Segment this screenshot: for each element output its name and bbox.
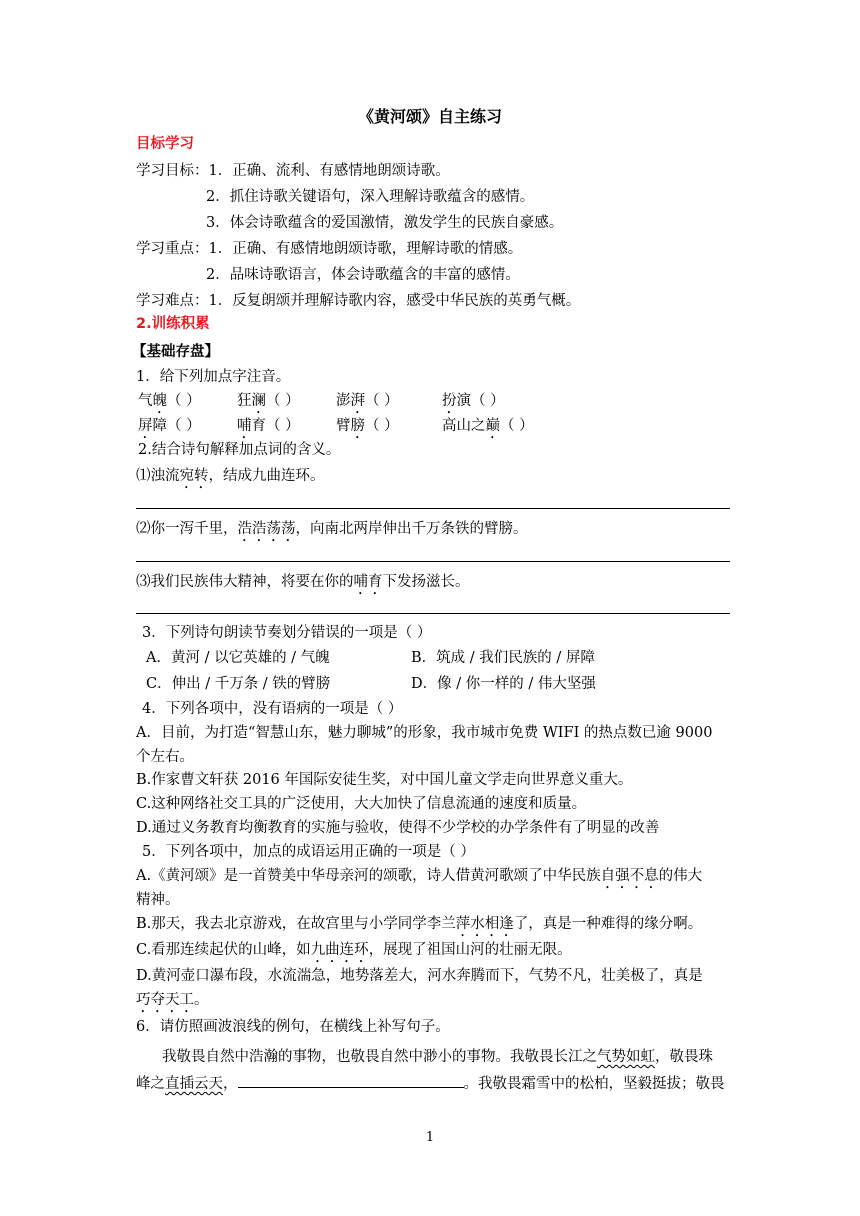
wavy-example: 直插云天 (165, 1076, 223, 1092)
basics-heading: 【基础存盘】 (132, 344, 219, 360)
focus-item: 1．正确、有感情地朗颂诗歌，理解诗歌的情感。 (208, 241, 523, 257)
answer-line[interactable] (136, 613, 730, 614)
q1-stem: 1．给下列加点字注音。 (136, 369, 291, 385)
q1-item: 屏障（ ） (138, 418, 201, 434)
q2-sentence-2: ⑵你一泻千里，浩浩荡荡，向南北两岸伸出千万条铁的臂膀。 (136, 521, 528, 537)
q5-option-b: B.那天，我去北京游戏，在故宫里与小学同学李兰萍水相逢了，真是一种难得的缘分啊。 (136, 916, 703, 932)
difficulty-label: 学习难点： (136, 293, 209, 309)
q3-stem: 3．下列诗句朗读节奏划分错误的一项是（ ） (142, 625, 432, 641)
goal-item: 1．正确、流利、有感情地朗颂诗歌。 (208, 163, 450, 179)
goal-line-3: 3．体会诗歌蕴含的爱国激情，激发学生的民族自豪感。 (206, 215, 564, 231)
document-title: 《黄河颂》自主练习 (357, 107, 502, 126)
q1-item: 气魄（ ） (138, 393, 201, 409)
goal-line-2: 2．抓住诗歌关键语句，深入理解诗歌蕴含的感情。 (206, 189, 535, 205)
q5-option-d-cont: 巧夺天工。 (136, 992, 209, 1008)
q6-paragraph-line-2: 峰之直插云天， 。我敬畏霜雪中的松柏，坚毅挺拔；敬畏 (136, 1073, 725, 1094)
wavy-example: 气势如虹 (597, 1049, 655, 1065)
q4-option-d: D.通过义务教育均衡教育的实施与验收，使得不少学校的办学条件有了明显的改善 (136, 820, 660, 836)
q1-item: 狂澜（ ） (237, 393, 300, 409)
q1-item: 高山之巅（ ） (442, 418, 534, 434)
q3-option-c: C．伸出 / 千万条 / 铁的臂膀 (146, 676, 331, 692)
focus-line-2: 2．品味诗歌语言，体会诗歌蕴含的丰富的感情。 (206, 267, 520, 283)
focus-line-1 (136, 239, 522, 259)
q1-item: 澎湃（ ） (336, 393, 399, 409)
q5-option-c: C.看那连续起伏的山峰，如九曲连环，展现了祖国山河的壮丽无限。 (136, 942, 572, 958)
goal-label: 学习目标： (136, 163, 209, 179)
q5-option-d: D.黄河壶口瀑布段，水流湍急，地势落差大，河水奔腾而下，气势不凡，壮美极了，真是 (136, 968, 703, 984)
q4-option-b: B.作家曹文轩获 2016 年国际安徒生奖，对中国儿童文学走向世界意义重大。 (136, 772, 633, 788)
answer-line[interactable] (136, 508, 730, 509)
q6-paragraph-line-1: 我敬畏自然中浩瀚的事物，也敬畏自然中渺小的事物。我敬畏长江之气势如虹，敬畏珠 (162, 1049, 713, 1065)
section-heading-train: 2.训练积累 (136, 316, 210, 332)
q3-option-a: A．黄河 / 以它英雄的 / 气魄 (146, 650, 330, 666)
q3-option-d: D．像 / 你一样的 / 伟大坚强 (411, 676, 596, 692)
q4-stem: 4．下列各项中，没有语病的一项是（ ） (142, 701, 403, 717)
page-number: 1 (425, 1130, 435, 1145)
q1-item: 扮演（ ） (442, 393, 505, 409)
q1-item: 哺育（ ） (237, 418, 300, 434)
q4-option-a: A．目前，为打造“智慧山东，魅力聊城”的形象，我市城市免费 WIFI 的热点数已逾 9000 (136, 725, 713, 741)
q6-stem: 6．请仿照画波浪线的例句，在横线上补写句子。 (136, 1019, 450, 1035)
fill-in-blank[interactable] (238, 1073, 464, 1088)
q3-option-b: B．筑成 / 我们民族的 / 屏障 (411, 650, 595, 666)
q4-option-c: C.这种网络社交工具的广泛使用，大大加快了信息流通的速度和质量。 (136, 796, 587, 812)
q2-sentence-3: ⑶我们民族伟大精神，将要在你的哺育下发扬滋长。 (136, 574, 470, 590)
q1-item: 臂膀（ ） (336, 418, 399, 434)
difficulty-line (136, 291, 580, 311)
goal-line-1 (136, 161, 450, 181)
q5-stem: 5．下列各项中，加点的成语运用正确的一项是（ ） (142, 844, 475, 860)
answer-line[interactable] (136, 561, 730, 562)
focus-label: 学习重点： (136, 241, 209, 257)
q2-stem: 2.结合诗句解释加点词的含义。 (138, 442, 341, 458)
q4-option-a-cont: 个左右。 (136, 749, 194, 765)
q2-sentence-1: ⑴浊流宛转，结成九曲连环。 (136, 468, 325, 484)
q5-option-a-cont: 精神。 (136, 892, 180, 908)
section-heading-goal: 目标学习 (136, 136, 194, 152)
difficulty-item: 1．反复朗颂并理解诗歌内容，感受中华民族的英勇气概。 (208, 293, 581, 309)
q5-option-a: A.《黄河颂》是一首赞美中华母亲河的颂歌，诗人借黄河歌颂了中华民族自强不息的伟大 (136, 868, 703, 884)
